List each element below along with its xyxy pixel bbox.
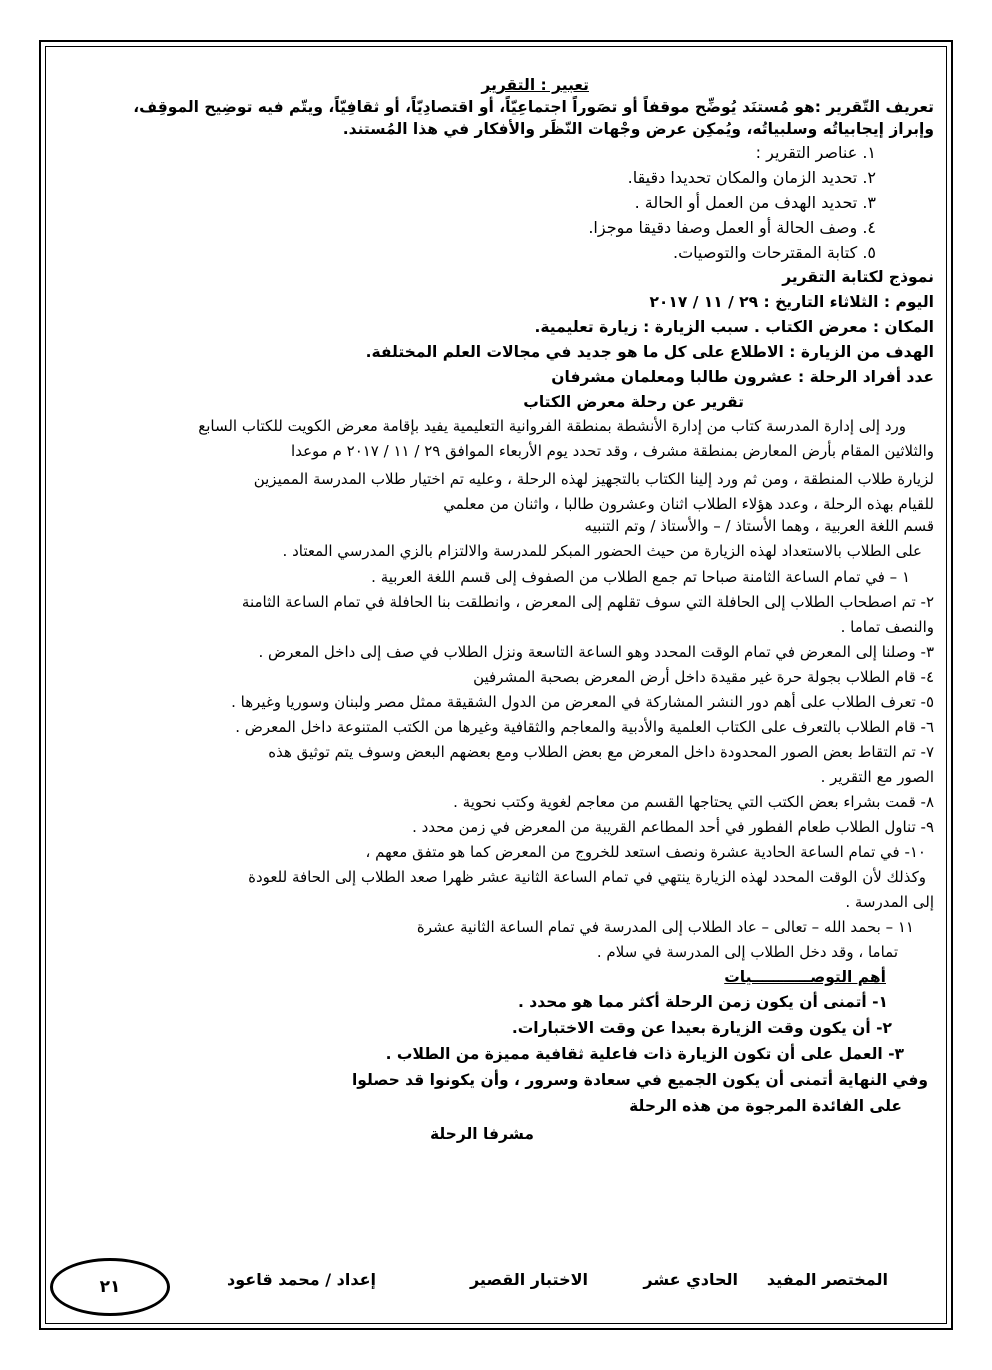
step-line: ٥- تعرف الطلاب على أهم دور النشر المشاركة في المعرض من الدول الشقيقة ممثل مصر ولبنان وسوريا وغيرها . xyxy=(231,693,934,711)
closing-line: وفي النهاية أتمنى أن يكون الجميع في سعادة وسرور ، وأن يكونوا قد حصلوا xyxy=(351,1071,928,1089)
step-line: ١ – في تمام الساعة الثامنة صباحا تم جمع الطلاب من الصفوف إلى قسم اللغة العربية . xyxy=(371,568,910,586)
footer-author: إعداد / محمد قاعود xyxy=(227,1270,376,1289)
step-line: ٨- قمت بشراء بعض الكتب التي يحتاجها القسم من معاجم لغوية وكتب نحوية . xyxy=(453,793,934,811)
model-place-reason: المكان : معرض الكتاب . سبب الزيارة : زيارة تعليمية. xyxy=(534,318,934,336)
step-line: ٢- تم اصطحاب الطلاب إلى الحافلة التي سوف تقلهم إلى المعرض ، وانطلقت بنا الحافلة في تمام الساعة الثامنة xyxy=(241,593,934,611)
step-line: ١٠- في تمام الساعة الحادية عشرة ونصف استعد للخروج من المعرض كما هو متفق معهم ، xyxy=(365,843,926,861)
paragraph-line: قسم اللغة العربية ، وهما الأستاذ / – والأستاذ / وتم التنبيه xyxy=(584,517,934,535)
signature: مشرفا الرحلة xyxy=(429,1125,534,1143)
footer xyxy=(58,1270,888,1294)
page-heading: تعبير : التقرير xyxy=(481,76,589,94)
step-line: الصور مع التقرير . xyxy=(820,768,934,786)
recommendations-section xyxy=(58,965,934,1149)
recommendations-title: أهم التوصـــــــــــيات xyxy=(724,968,886,986)
step-line: ٣- وصلنا إلى المعرض في تمام الوقت المحدد وهو الساعة التاسعة ونزل الطلاب في صف إلى داخل المعرض . xyxy=(258,643,934,661)
definition-line: وإبراز إيجابياتُه وسلبياتُه، ويُمكِن عرض وجْهات النّظَر والأفكار في هذا المُستند. xyxy=(342,120,934,138)
step-line: ٤- قام الطلاب بجولة حرة غير مقيدة داخل أرض المعرض بصحبة المشرفين xyxy=(473,668,934,686)
closing-line: على الفائدة المرجوة من هذه الرحلة xyxy=(629,1097,902,1115)
document-body xyxy=(58,74,934,1149)
step-line: والنصف تماما . xyxy=(840,618,934,636)
page-number-oval xyxy=(50,1258,170,1316)
paragraph-line: والثلاثين المقام بأرض المعارض بمنطقة مشرف ، وقد تحدد يوم الأربعاء الموافق ٢٩ / ١١ / ٢٠١٧ م موعدا xyxy=(291,442,934,460)
list-item: ٤. وصف الحالة أو العمل وصفا دقيقا موجزا. xyxy=(588,218,876,237)
page-number: ٢١ xyxy=(99,1277,121,1297)
definition-line: تعريف التّقرير :هو مُستنَد يُوضِّح موقفاً أو تصَوراً اجتماعِيّاً، أو اقتصادِيّاً، أو ثقافِيّاً، ويتّم فيه توضِيح الموقِف، xyxy=(133,98,934,116)
step-line: ٧- تم التقاط بعض الصور المحدودة داخل المعرض مع بعض الطلاب ومع بعضهم البعض وسوف يتم توثيق هذه xyxy=(268,743,934,761)
list-item: ٥. كتابة المقترحات والتوصيات. xyxy=(672,243,876,262)
step-line: تماما ، وقد دخل الطلاب إلى المدرسة في سلام . xyxy=(596,943,898,961)
step-line: ١١ – بحمد الله – تعالى – عاد الطلاب إلى المدرسة في تمام الساعة الثانية عشرة xyxy=(416,918,914,936)
footer-book: المختصر المفيد xyxy=(766,1270,888,1289)
report-steps xyxy=(58,565,934,965)
paragraph-line: لزيارة طلاب المنطقة ، ومن ثم ورد إلينا الكتاب بالتجهيز لهذه الرحلة ، وعليه تم اختيار طلاب المدرسة المميزين xyxy=(253,470,934,488)
footer-grade: الحادي عشر xyxy=(643,1270,738,1289)
step-line: وكذلك لأن الوقت المحدد لهذه الزيارة ينتهي في تمام الساعة الثانية عشر ظهرا صعد الطلاب إلى الحافة للعودة xyxy=(248,868,926,886)
recommendation-item: ٣- العمل على أن تكون الزيارة ذات فاعلية ثقافية مميزة من الطلاب . xyxy=(385,1045,904,1063)
model-members: عدد أفراد الرحلة : عشرون طالبا ومعلمان مشرفان xyxy=(551,368,934,386)
recommendation-item: ٢- أن يكون وقت الزيارة بعيدا عن وقت الاختبارات. xyxy=(511,1019,892,1037)
paragraph-line: على الطلاب بالاستعداد لهذه الزيارة من حيث الحضور المبكر للمدرسة والالتزام بالزي المدرسي المعتاد . xyxy=(282,542,922,560)
model-day-date: اليوم : الثلاثاء التاريخ : ٢٩ / ١١ / ٢٠١٧ xyxy=(649,293,934,311)
footer-test: الاختبار القصير xyxy=(469,1270,588,1289)
report-title: تقرير عن رحلة معرض الكتاب xyxy=(523,393,744,411)
list-item: ٢. تحديد الزمان والمكان تحديدا دقيقا. xyxy=(627,168,876,187)
report-intro xyxy=(58,415,934,565)
list-item: ١. عناصر التقرير : xyxy=(755,143,876,162)
model-goal: الهدف من الزيارة : الاطلاع على كل ما هو جديد في مجالات العلم المختلفة. xyxy=(365,343,934,361)
model-title: نموذج لكتابة التقرير xyxy=(782,268,934,286)
definition-block xyxy=(58,96,934,140)
paragraph-line: للقيام بهذه الرحلة ، وعدد هؤلاء الطلاب اثنان وعشرون طالبا ، واثنان من معلمي xyxy=(443,495,934,513)
recommendation-item: ١- أتمنى أن يكون زمن الرحلة أكثر مما هو محدد . xyxy=(518,993,888,1011)
model-section xyxy=(58,265,934,390)
step-line: ٩- تناول الطلاب طعام الفطور في أحد المطاعم القريبة من المعرض في زمن محدد . xyxy=(412,818,934,836)
list-item: ٣. تحديد الهدف من العمل أو الحالة . xyxy=(634,193,876,212)
step-line: إلى المدرسة . xyxy=(845,893,934,911)
elements-list xyxy=(58,140,934,265)
paragraph-line: ورد إلى إدارة المدرسة كتاب من إدارة الأنشطة بمنطقة الفروانية التعليمية يفيد بإقامة معرض الكويت للكتاب السابع xyxy=(198,417,906,435)
step-line: ٦- قام الطلاب بالتعرف على الكتاب العلمية والأدبية والمعاجم والثقافية وغيرها من الكتب المتنوعة داخل المعرض . xyxy=(235,718,934,736)
